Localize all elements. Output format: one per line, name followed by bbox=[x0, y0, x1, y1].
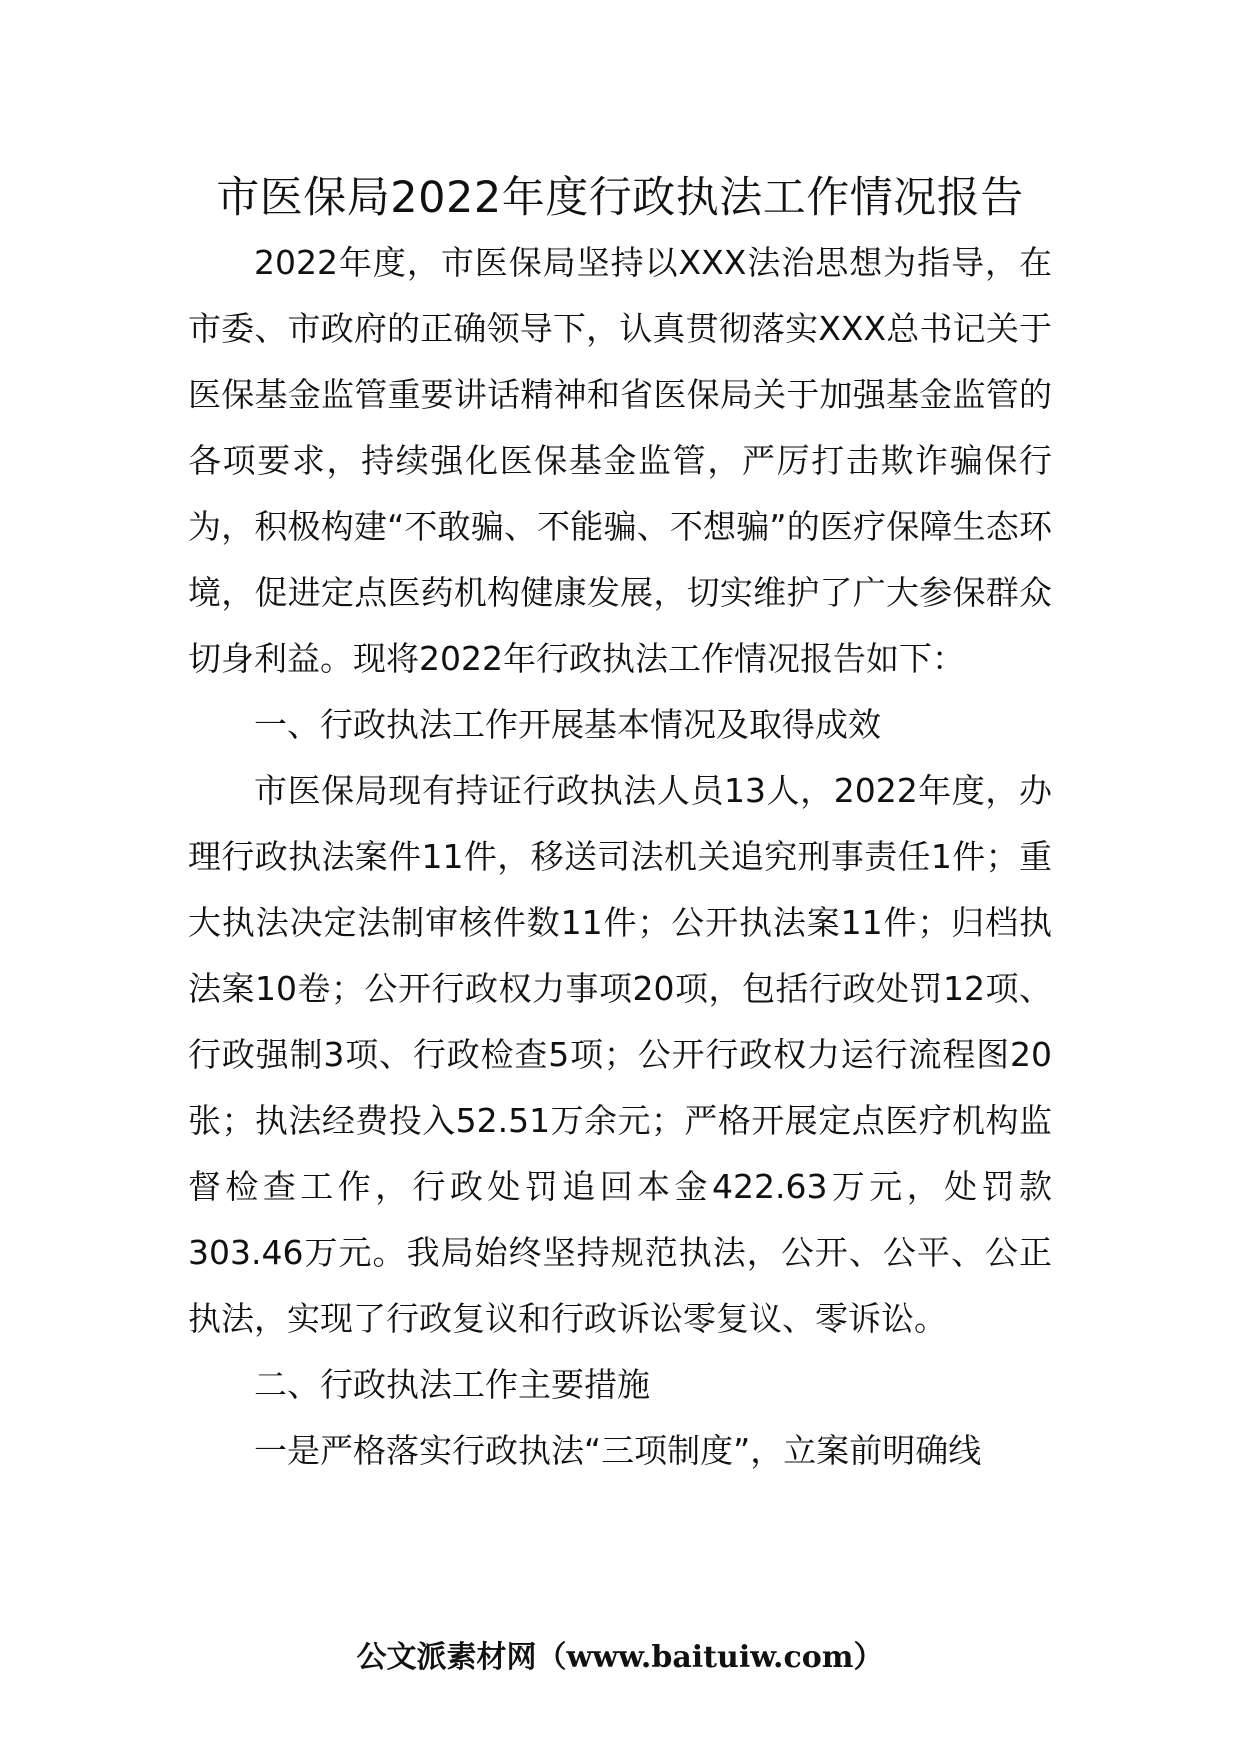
section-heading-2: 二、行政执法工作主要措施 bbox=[254, 1365, 650, 1404]
section-2-paragraph: 一是严格落实行政执法“三项制度”，立案前明确线 bbox=[254, 1431, 982, 1470]
intro-paragraph: 2022年度，市医保局坚持以XXX法治思想为指导，在市委、市政府的正确领导下，认真贯彻落实XXX总书记关于医保基金监管重要讲话精神和省医保局关于加强基金监管的各项要求，持续强化医保基金监管，严厉打击欺诈骗保行为，积极构建“不敢骗、不能骗、不想骗”的医疗保障生态环境，促进定点医药机构健康发展，切实维护了广大参保群众切身利益。现将2022年行政执法工作情况报告如下： bbox=[188, 243, 1052, 678]
document-body bbox=[188, 230, 1052, 1484]
document-title: 市医保局2022年度行政执法工作情况报告 bbox=[216, 173, 1024, 223]
section-heading-1: 一、行政执法工作开展基本情况及取得成效 bbox=[254, 705, 881, 744]
section-1-paragraph: 市医保局现有持证行政执法人员13人，2022年度，办理行政执法案件11件，移送司法机关追究刑事责任1件；重大执法决定法制审核件数11件；公开执法案11件；归档执法案10卷；公开行政权力事项20项，包括行政处罚12项、行政强制3项、行政检查5项；公开行政权力运行流程图20张；执法经费投入52.51万余元；严格开展定点医疗机构监督检查工作，行政处罚追回本金422.63万元，处罚款303.46万元。我局始终坚持规范执法，公开、公平、公正执法，实现了行政复议和行政诉讼零复议、零诉讼。 bbox=[188, 771, 1052, 1338]
footer-watermark: 公文派素材网（www.baituiw.com） bbox=[356, 1640, 884, 1675]
